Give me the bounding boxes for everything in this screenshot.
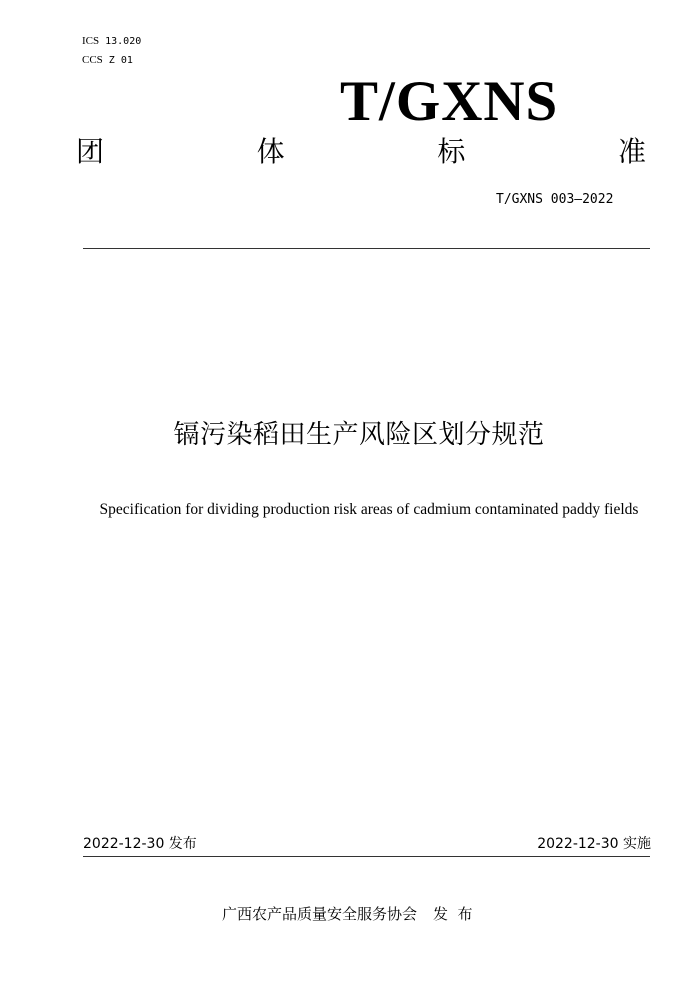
standard-type-char: 准 — [617, 135, 646, 168]
publish-date: 2022-12-30 发布 — [83, 836, 197, 852]
title-chinese-text: 镉污染稻田生产风险区划分规范 — [173, 420, 545, 450]
standard-type-char: 标 — [437, 135, 466, 168]
publisher-line — [222, 904, 473, 924]
ccs-value: Z 01 — [108, 55, 133, 66]
title-english: Specification for dividing production risk areas of cadmium contaminated paddy fields — [99, 501, 639, 518]
ics-code — [82, 34, 141, 49]
publisher-action: 发 布 — [433, 905, 473, 923]
standard-number: T/GXNS 003—2022 — [496, 192, 614, 207]
publisher-org: 广西农产品质量安全服务协会 — [222, 905, 418, 923]
title-chinese — [0, 417, 700, 453]
ccs-code — [82, 53, 133, 68]
top-divider — [83, 248, 650, 249]
standard-type-char: 体 — [256, 135, 285, 168]
bottom-divider — [83, 856, 650, 857]
ics-label: ICS — [82, 35, 100, 47]
standard-logo: T/GXNS — [340, 70, 559, 133]
ics-value: 13.020 — [105, 36, 142, 47]
implement-date: 2022-12-30 实施 — [537, 836, 651, 852]
ccs-label: CCS — [82, 54, 103, 66]
standard-type-char: 团 — [76, 135, 105, 168]
standard-type-heading — [76, 134, 646, 170]
